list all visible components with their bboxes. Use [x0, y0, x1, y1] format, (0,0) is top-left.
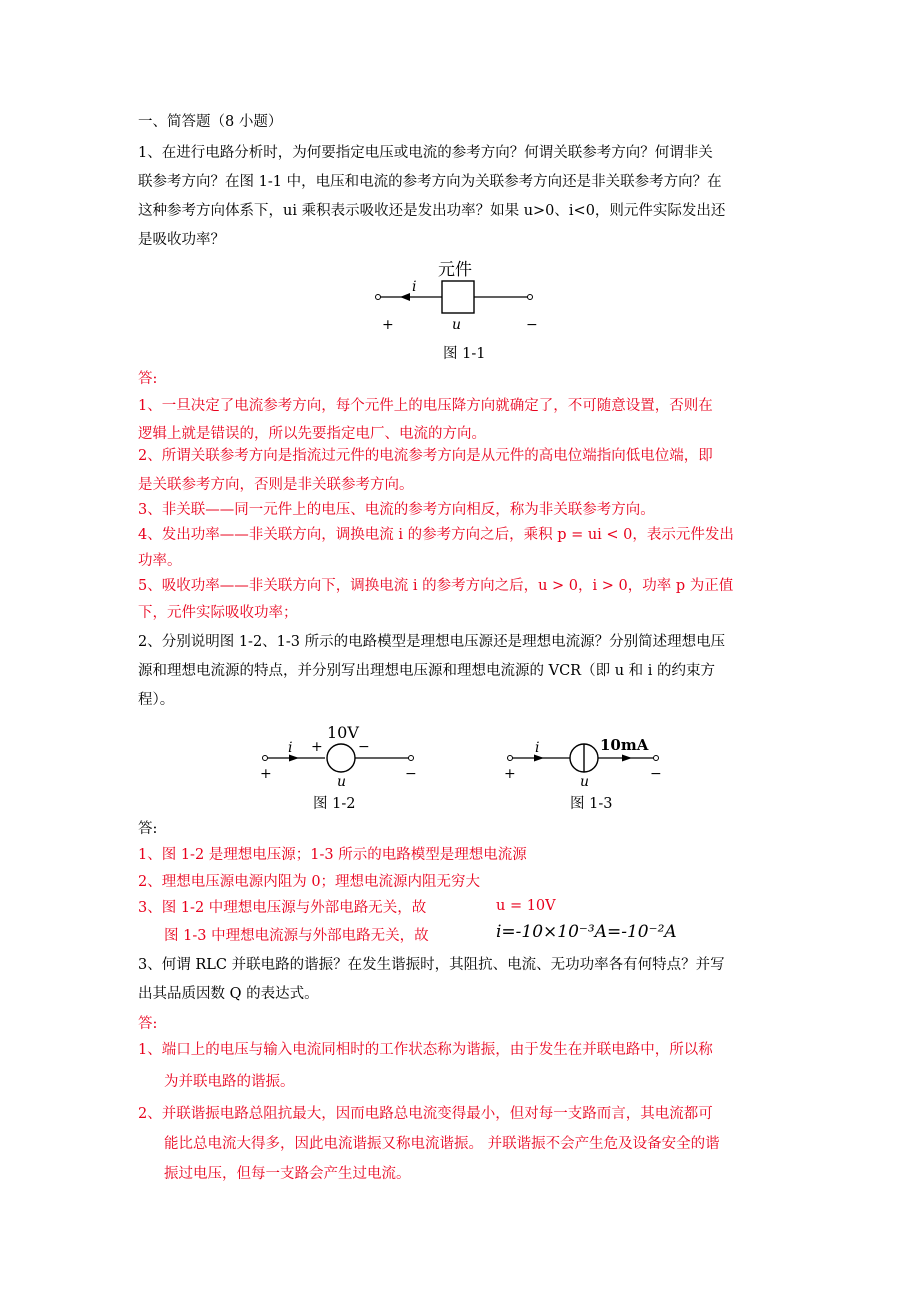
q1-line: 1、在进行电路分析时，为何要指定电压或电流的参考方向？何谓关联参考方向？何谓非关	[138, 145, 713, 161]
q1-line: 联参考方向？在图 1-1 中，电压和电流的参考方向为关联参考方向还是非关联参考方向？在	[138, 174, 722, 190]
figure-caption: 图 1-3	[570, 796, 613, 812]
answer-line: 1、图 1-2 是理想电压源；1-3 所示的电路模型是理想电流源	[138, 847, 527, 863]
answer-label: 答:	[138, 371, 158, 387]
answer-label: 答:	[138, 821, 158, 837]
figure-1-3	[500, 718, 670, 790]
fig2-minus: −	[405, 766, 417, 782]
answer-line: 5、吸收功率——非关联方向下，调换电流 i 的参考方向之后，u > 0，i > 0，功率 p 为正值	[138, 578, 734, 594]
equation-voltage: u = 10V	[496, 898, 556, 914]
answer-line: 3、非关联——同一元件上的电压、电流的参考方向相反，称为非关联参考方向。	[138, 502, 655, 518]
fig1-minus: −	[526, 317, 538, 333]
answer-line: 下，元件实际吸收功率；	[138, 605, 298, 621]
q2-line: 程）。	[138, 692, 175, 708]
answer-line: 1、一旦决定了电流参考方向，每个元件上的电压降方向就确定了，不可随意设置，否则在	[138, 398, 713, 414]
fig3-value: 10mA	[600, 736, 649, 754]
figure-caption: 图 1-1	[443, 346, 486, 362]
current-arrow-icon	[400, 293, 410, 301]
fig3-u-label: u	[580, 774, 590, 790]
fig3-plus: +	[504, 766, 516, 782]
element-box	[442, 281, 474, 313]
answer-line: 功率。	[138, 553, 182, 569]
answer-line: 3、图 1-2 中理想电压源与外部电路无关，故	[138, 900, 427, 916]
fig1-plus: +	[382, 317, 394, 333]
answer-line: 2、所谓关联参考方向是指流过元件的电流参考方向是从元件的高电位端指向低电位端，即	[138, 448, 713, 464]
fig2-plus: +	[260, 766, 272, 782]
answer-line: 是关联参考方向，否则是非关联参考方向。	[138, 477, 414, 493]
answer-line: 逻辑上就是错误的，所以先要指定电厂、电流的方向。	[138, 426, 486, 442]
answer-line: 能比总电流大得多，因此电流谐振又称电流谐振。 并联谐振不会产生危及设备安全的谐	[164, 1136, 720, 1152]
voltage-source-icon	[327, 744, 355, 772]
q2-line: 源和理想电流源的特点，并分别写出理想电压源和理想电流源的 VCR（即 u 和 i 的约束方	[138, 663, 716, 679]
fig2-source-minus: −	[358, 739, 370, 755]
answer-line: 为并联电路的谐振。	[164, 1074, 295, 1090]
section-title: 一、简答题（8 小题）	[138, 114, 283, 130]
answer-line: 1、端口上的电压与输入电流同相时的工作状态称为谐振，由于发生在并联电路中，所以称	[138, 1042, 713, 1058]
figure-caption: 图 1-2	[313, 796, 356, 812]
figure-1-1	[370, 255, 550, 335]
q2-line: 2、分别说明图 1-2、1-3 所示的电路模型是理想电压源还是理想电流源？分别简述理想电压	[138, 634, 726, 650]
fig2-source-plus: +	[311, 739, 323, 755]
fig3-minus: −	[650, 766, 662, 782]
equation-current: i=-10×10⁻³A=-10⁻²A	[496, 922, 677, 942]
current-arrow-icon	[622, 755, 632, 762]
fig1-i-label: i	[412, 279, 417, 295]
answer-line: 4、发出功率——非关联方向，调换电流 i 的参考方向之后，乘积 p = ui < 0，表示元件发出	[138, 527, 734, 543]
fig1-u-label: u	[452, 317, 462, 333]
fig2-i-label: i	[288, 740, 293, 756]
answer-label: 答:	[138, 1016, 158, 1032]
fig2-value: 10V	[327, 723, 359, 742]
q3-line: 3、何谓 RLC 并联电路的谐振？在发生谐振时，其阻抗、电流、无功功率各有何特点？并写	[138, 957, 725, 973]
figure-1-2	[255, 718, 425, 790]
q1-line: 这种参考方向体系下，ui 乘积表示吸收还是发出功率？如果 u>0、i<0，则元件实际发出还	[138, 203, 726, 219]
fig3-i-label: i	[535, 740, 540, 756]
fig1-element-label: 元件	[438, 260, 472, 280]
answer-line: 2、并联谐振电路总阻抗最大，因而电路总电流变得最小，但对每一支路而言，其电流都可	[138, 1106, 713, 1122]
answer-line: 图 1-3 中理想电流源与外部电路无关，故	[164, 928, 429, 944]
q1-line: 是吸收功率？	[138, 232, 225, 248]
fig2-u-label: u	[337, 774, 347, 790]
answer-line: 2、理想电压源电源内阻为 0；理想电流源内阻无穷大	[138, 874, 481, 890]
q3-line: 出其品质因数 Q 的表达式。	[138, 986, 319, 1002]
answer-line: 振过电压，但每一支路会产生过电流。	[164, 1166, 411, 1182]
